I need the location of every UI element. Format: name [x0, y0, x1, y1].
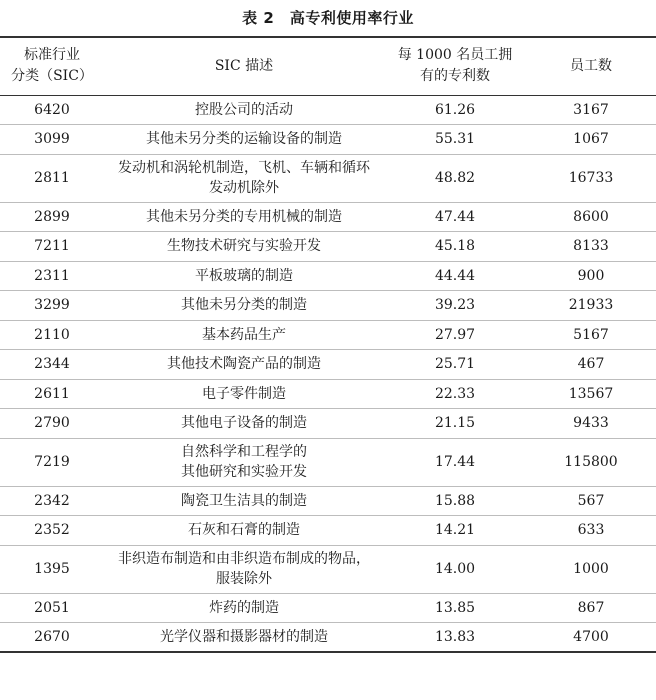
table-row: [0, 409, 656, 439]
cell-patents: 44.44: [434, 267, 476, 284]
table-row: [0, 202, 656, 232]
cell-description: 电子零件制造: [202, 385, 286, 402]
cell-patents: 27.97: [434, 326, 476, 343]
cell-sic: 2790: [34, 415, 70, 432]
cell-employees: 900: [577, 267, 605, 284]
cell-sic: 7219: [34, 454, 70, 470]
header-sic: 标准行业 分类（SIC）: [11, 47, 93, 85]
table-row: [0, 154, 656, 202]
header-patents-per-1000: 每 1000 名员工拥 有的专利数: [397, 47, 513, 85]
table-row: [0, 320, 656, 350]
cell-employees: 4700: [573, 629, 609, 645]
cell-employees: 5167: [573, 326, 609, 343]
cell-sic: 2670: [34, 629, 70, 645]
cell-patents: 15.88: [434, 492, 476, 509]
cell-sic: 3099: [34, 131, 70, 148]
table-row: [0, 125, 656, 155]
table-row: [0, 516, 656, 546]
table-row: [0, 438, 656, 486]
cell-employees: 21933: [568, 297, 614, 314]
cell-sic: 2311: [34, 267, 70, 284]
header-employees: 员工数: [570, 57, 612, 74]
cell-employees: 567: [577, 492, 605, 509]
table-row: [0, 545, 656, 593]
table-header: [0, 37, 656, 95]
table-body: [0, 95, 656, 652]
cell-patents: 39.23: [434, 297, 476, 314]
cell-sic: 2899: [34, 208, 70, 225]
cell-employees: 1067: [573, 131, 609, 148]
cell-patents: 14.21: [434, 522, 476, 539]
cell-sic: 2344: [34, 356, 70, 373]
cell-sic: 3299: [34, 297, 70, 314]
table-row: [0, 593, 656, 623]
cell-employees: 8133: [573, 238, 609, 255]
cell-description: 发动机和涡轮机制造，飞机、车辆和循环 发动机除外: [118, 160, 370, 196]
cell-employees: 13567: [568, 385, 614, 402]
cell-description: 平板玻璃的制造: [195, 267, 293, 284]
cell-sic: 2611: [34, 385, 70, 402]
cell-sic: 7211: [34, 238, 70, 255]
table-caption: 表 2 高专利使用率行业: [242, 9, 414, 27]
cell-employees: 16733: [568, 170, 614, 186]
cell-description: 其他电子设备的制造: [181, 415, 307, 432]
cell-sic: 6420: [34, 101, 70, 118]
cell-patents: 21.15: [434, 415, 476, 432]
cell-employees: 3167: [573, 101, 609, 118]
cell-patents: 48.82: [434, 170, 476, 186]
cell-sic: 2352: [34, 522, 70, 539]
table-row: [0, 486, 656, 516]
cell-employees: 8600: [573, 208, 609, 225]
cell-description: 其他未另分类的专用机械的制造: [146, 208, 342, 225]
table-row: [0, 350, 656, 380]
header-row: [0, 37, 656, 95]
cell-description: 基本药品生产: [202, 326, 286, 343]
cell-employees: 9433: [573, 415, 609, 432]
cell-employees: 1000: [573, 561, 609, 577]
cell-description: 石灰和石膏的制造: [188, 522, 300, 539]
table-row: [0, 379, 656, 409]
cell-patents: 22.33: [434, 385, 476, 402]
cell-description: 生物技术研究与实验开发: [167, 238, 321, 255]
table-row: [0, 623, 656, 653]
cell-patents: 13.85: [434, 599, 476, 616]
cell-sic: 2342: [34, 492, 70, 509]
table-row: [0, 261, 656, 291]
cell-employees: 467: [577, 356, 605, 373]
table-row: [0, 232, 656, 262]
cell-description: 其他未另分类的运输设备的制造: [146, 131, 342, 148]
cell-sic: 2051: [34, 599, 70, 616]
cell-description: 陶瓷卫生洁具的制造: [181, 492, 307, 509]
cell-sic: 2110: [34, 326, 70, 343]
cell-sic: 2811: [34, 170, 70, 186]
cell-description: 自然科学和工程学的 其他研究和实验开发: [181, 444, 307, 480]
cell-description: 其他未另分类的制造: [181, 297, 307, 314]
cell-patents: 47.44: [434, 208, 476, 225]
cell-description: 光学仪器和摄影器材的制造: [160, 629, 328, 645]
header-description: SIC 描述: [214, 57, 274, 74]
cell-patents: 13.83: [434, 629, 476, 645]
cell-description: 炸药的制造: [209, 599, 279, 616]
cell-patents: 14.00: [434, 561, 476, 577]
patent-industry-table: [0, 36, 656, 653]
cell-description: 控股公司的活动: [195, 101, 293, 118]
cell-employees: 633: [577, 522, 605, 539]
table-row: [0, 291, 656, 321]
cell-patents: 17.44: [434, 454, 476, 470]
cell-employees: 867: [577, 599, 605, 616]
cell-patents: 61.26: [434, 101, 476, 118]
cell-description: 非织造布制造和由非织造布制成的物品， 服装除外: [118, 551, 370, 587]
cell-patents: 25.71: [434, 356, 476, 373]
cell-patents: 55.31: [434, 131, 476, 148]
cell-employees: 115800: [564, 454, 618, 470]
table-row: [0, 95, 656, 125]
cell-description: 其他技术陶瓷产品的制造: [167, 356, 321, 373]
cell-sic: 1395: [34, 561, 70, 577]
cell-patents: 45.18: [434, 238, 476, 255]
